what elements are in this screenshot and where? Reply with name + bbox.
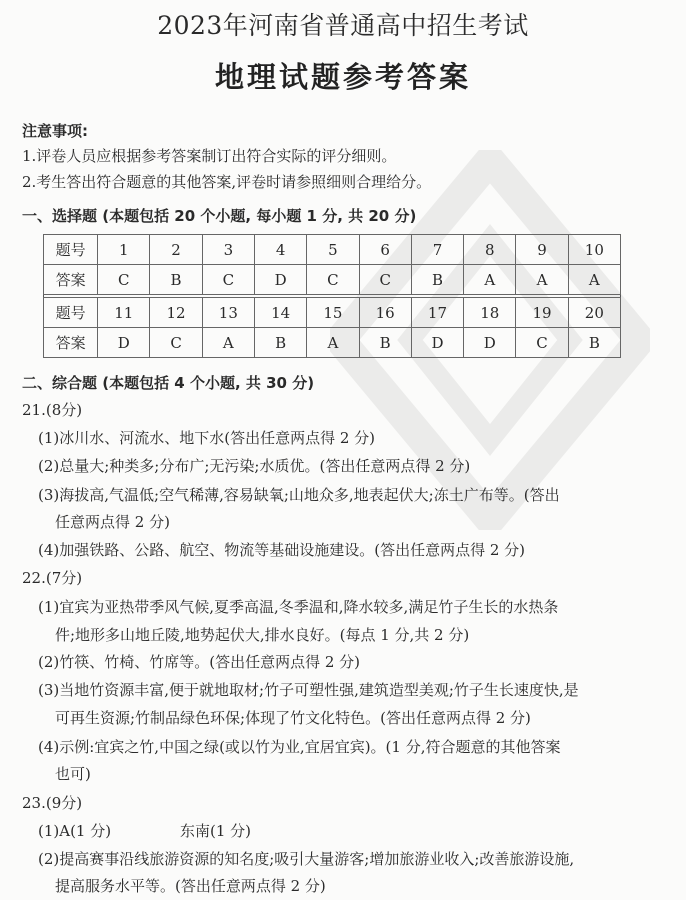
q23-title: 23.(9分) <box>22 794 83 812</box>
question-number: 8 <box>464 235 516 265</box>
question-number: 11 <box>98 298 150 328</box>
answer-cell: C <box>150 328 202 358</box>
q22-answer-4: (4)示例:宜宾之竹,中国之绿(或以竹为业,宜居宜宾)。(1 分,符合题意的其他答案 <box>38 738 561 756</box>
answer-cell: C <box>307 265 359 295</box>
q22-answer-3-cont: 可再生资源;竹制品绿色环保;体现了竹文化特色。(答出任意两点得 2 分) <box>55 709 531 727</box>
q23-answer-2-cont: 提高服务水平等。(答出任意两点得 2 分) <box>55 877 326 895</box>
q22-answer-4-cont: 也可) <box>55 765 91 783</box>
row-label: 题号 <box>44 298 98 328</box>
answer-cell: D <box>464 328 516 358</box>
question-number: 14 <box>254 298 306 328</box>
question-number: 18 <box>464 298 516 328</box>
q22-answer-3: (3)当地竹资源丰富,便于就地取材;竹子可塑性强,建筑造型美观;竹子生长速度快,是 <box>38 681 579 699</box>
answer-cell: A <box>307 328 359 358</box>
table-row-numbers-1 <box>44 235 621 265</box>
q21-answer-3: (3)海拔高,气温低;空气稀薄,容易缺氧;山地众多,地表起伏大;冻土广布等。(答出 <box>38 486 560 504</box>
note-item: 2.考生答出符合题意的其他答案,评卷时请参照细则合理给分。 <box>22 173 432 191</box>
answer-cell: C <box>516 328 568 358</box>
answer-cell: C <box>202 265 254 295</box>
q21-answer-1: (1)冰川水、河流水、地下水(答出任意两点得 2 分) <box>38 429 376 447</box>
answer-cell: D <box>254 265 306 295</box>
q22-answer-1-cont: 件;地形多山地丘陵,地势起伏大,排水良好。(每点 1 分,共 2 分) <box>55 626 470 644</box>
page-title: 地理试题参考答案 <box>214 60 471 94</box>
note-item: 1.评卷人员应根据参考答案制订出符合实际的评分细则。 <box>22 147 397 165</box>
exam-title: 2023年河南省普通高中招生考试 <box>157 11 529 40</box>
q21-answer-2: (2)总量大;种类多;分布广;无污染;水质优。(答出任意两点得 2 分) <box>38 457 471 475</box>
question-number: 7 <box>411 235 463 265</box>
question-number: 12 <box>150 298 202 328</box>
answer-cell: C <box>98 265 150 295</box>
q22-title: 22.(7分) <box>22 569 83 587</box>
section2-heading: 二、综合题 (本题包括 4 个小题, 共 30 分) <box>22 374 315 392</box>
answer-cell: B <box>359 328 411 358</box>
q23-answer-2: (2)提高赛事沿线旅游资源的知名度;吸引大量游客;增加旅游业收入;改善旅游设施, <box>38 850 575 868</box>
section1-heading: 一、选择题 (本题包括 20 个小题, 每小题 1 分, 共 20 分) <box>22 207 417 225</box>
q21-answer-4: (4)加强铁路、公路、航空、物流等基础设施建设。(答出任意两点得 2 分) <box>38 541 526 559</box>
choice-answer-table <box>43 234 621 358</box>
answer-cell: B <box>411 265 463 295</box>
question-number: 10 <box>568 235 620 265</box>
answer-cell: A <box>464 265 516 295</box>
q23-answer-1a: (1)A(1 分) <box>38 822 112 840</box>
q22-answer-1: (1)宜宾为亚热带季风气候,夏季高温,冬季温和,降水较多,满足竹子生长的水热条 <box>38 598 559 616</box>
question-number: 5 <box>307 235 359 265</box>
table-row-answers-2 <box>44 328 621 358</box>
answer-cell: C <box>359 265 411 295</box>
question-number: 20 <box>568 298 620 328</box>
q21-title: 21.(8分) <box>22 401 83 419</box>
table-row-numbers-2 <box>44 298 621 328</box>
question-number: 19 <box>516 298 568 328</box>
question-number: 9 <box>516 235 568 265</box>
row-label: 题号 <box>44 235 98 265</box>
question-number: 2 <box>150 235 202 265</box>
answer-cell: B <box>254 328 306 358</box>
question-number: 1 <box>98 235 150 265</box>
row-label: 答案 <box>44 328 98 358</box>
notes-heading: 注意事项: <box>22 122 88 140</box>
answer-cell: D <box>98 328 150 358</box>
answer-cell: A <box>202 328 254 358</box>
q21-answer-3-cont: 任意两点得 2 分) <box>55 513 170 531</box>
question-number: 3 <box>202 235 254 265</box>
question-number: 16 <box>359 298 411 328</box>
question-number: 6 <box>359 235 411 265</box>
answer-cell: D <box>411 328 463 358</box>
question-number: 13 <box>202 298 254 328</box>
q22-answer-2: (2)竹筷、竹椅、竹席等。(答出任意两点得 2 分) <box>38 653 361 671</box>
table-row-answers-1 <box>44 265 621 295</box>
answer-cell: A <box>568 265 620 295</box>
answer-cell: B <box>568 328 620 358</box>
question-number: 4 <box>254 235 306 265</box>
row-label: 答案 <box>44 265 98 295</box>
q23-answer-1b: 东南(1 分) <box>180 822 252 840</box>
answer-cell: B <box>150 265 202 295</box>
question-number: 17 <box>411 298 463 328</box>
question-number: 15 <box>307 298 359 328</box>
answer-cell: A <box>516 265 568 295</box>
